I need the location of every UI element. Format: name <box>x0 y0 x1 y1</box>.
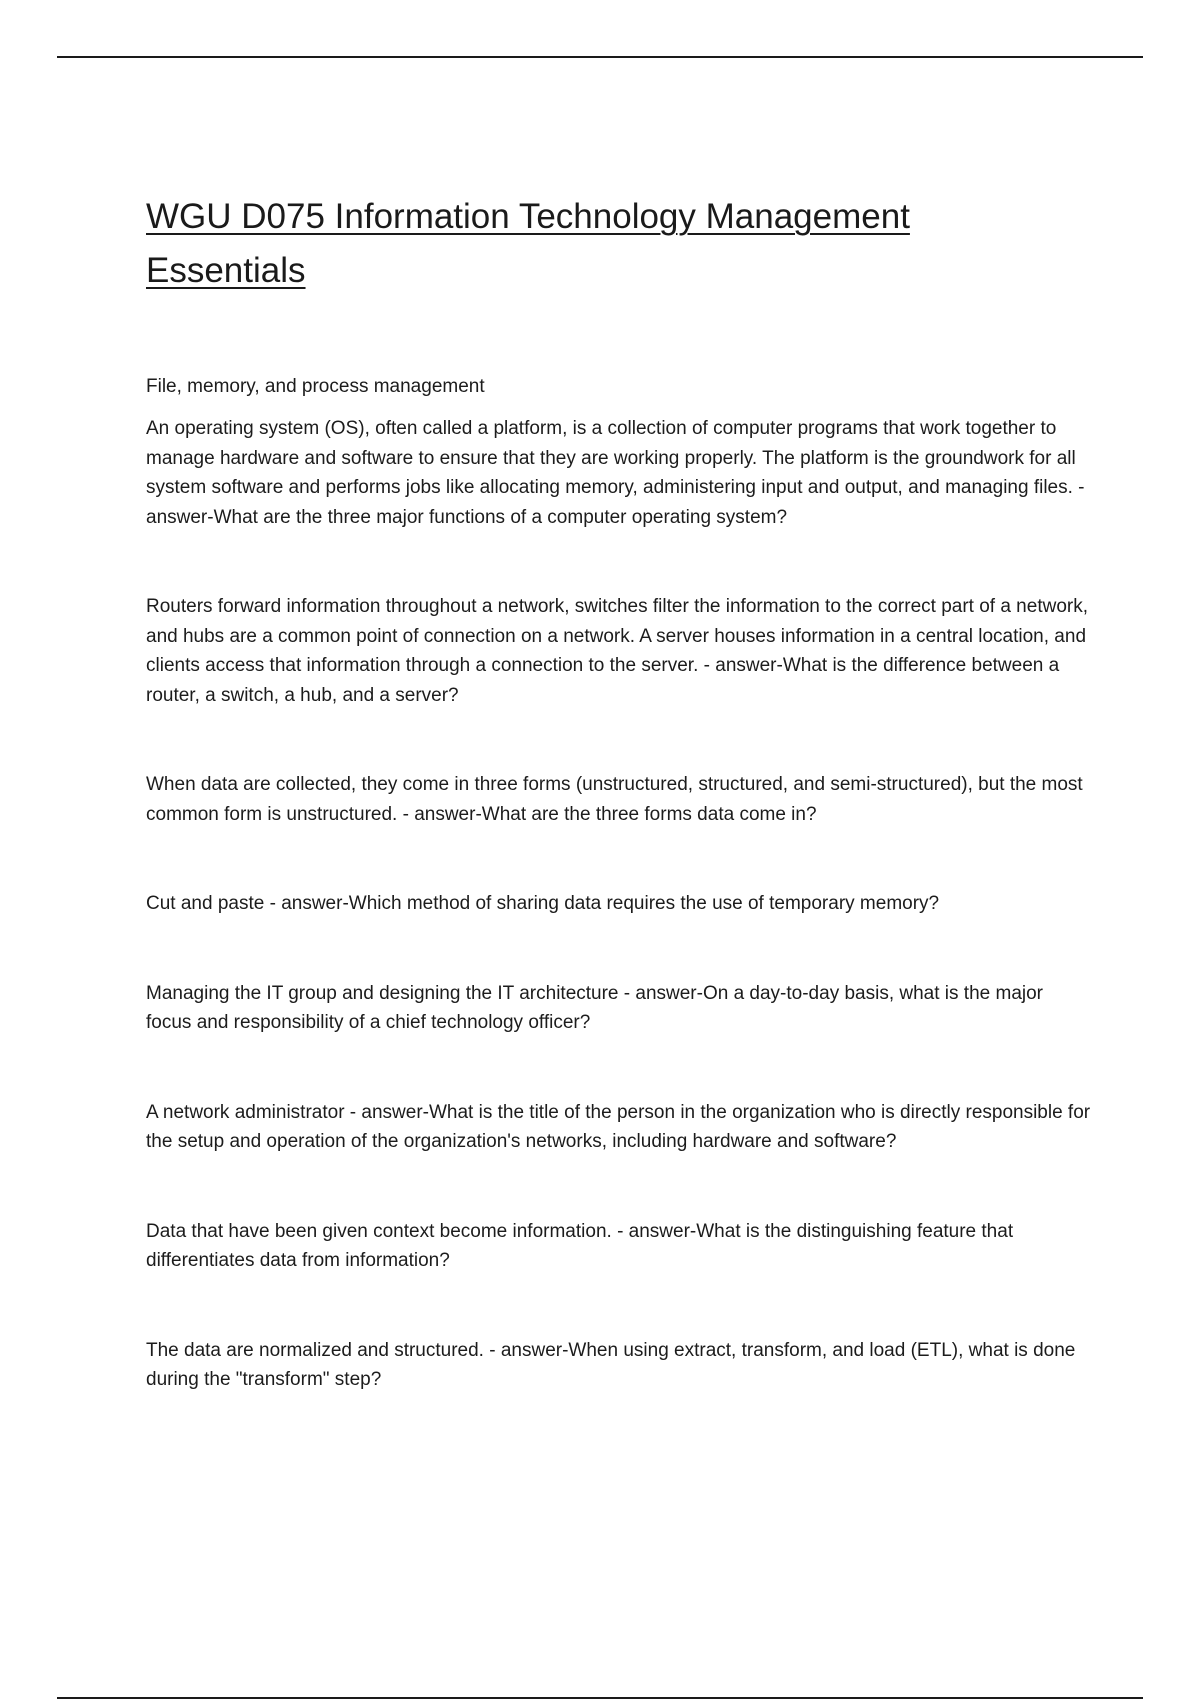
document-body <box>146 190 1092 1455</box>
qa-item: Managing the IT group and designing the IT architecture - answer-On a day-to-day basis, what is the major focus and responsibility of a chief technology officer? <box>146 982 1043 1033</box>
qa-item: An operating system (OS), often called a platform, is a collection of computer programs that work together to manage hardware and software to ensure that they are working properly. The platform is the groundwork for all system software and performs jobs like allocating memory, administering input and output, and managing files. - answer-What are the three major functions of a computer operating system? <box>146 418 1085 528</box>
section-subheading: File, memory, and process management <box>146 376 485 397</box>
qa-item: The data are normalized and structured. - answer-When using extract, transform, and load (ETL), what is done during the "transform" step? <box>146 1339 1076 1390</box>
qa-list <box>146 414 1092 1395</box>
document-title: WGU D075 Information Technology Management Essentials <box>146 197 910 290</box>
header-rule <box>57 56 1143 58</box>
qa-item: When data are collected, they come in three forms (unstructured, structured, and semi-structured), but the most common form is unstructured. - answer-What are the three forms data come in? <box>146 774 1083 825</box>
footer-rule <box>57 1697 1143 1699</box>
qa-item: Routers forward information throughout a network, switches filter the information to the correct part of a network, and hubs are a common point of connection on a network. A server houses information in a central location, and clients access that information through a connection to the server. - answer-What is the difference between a router, a switch, a hub, and a server? <box>146 596 1088 706</box>
qa-item: A network administrator - answer-What is the title of the person in the organization who is directly responsible for the setup and operation of the organization's networks, including hardware and software? <box>146 1101 1091 1152</box>
qa-item: Cut and paste - answer-Which method of sharing data requires the use of temporary memory? <box>146 893 940 914</box>
qa-item: Data that have been given context become information. - answer-What is the distinguishing feature that differentiates data from information? <box>146 1220 1014 1271</box>
